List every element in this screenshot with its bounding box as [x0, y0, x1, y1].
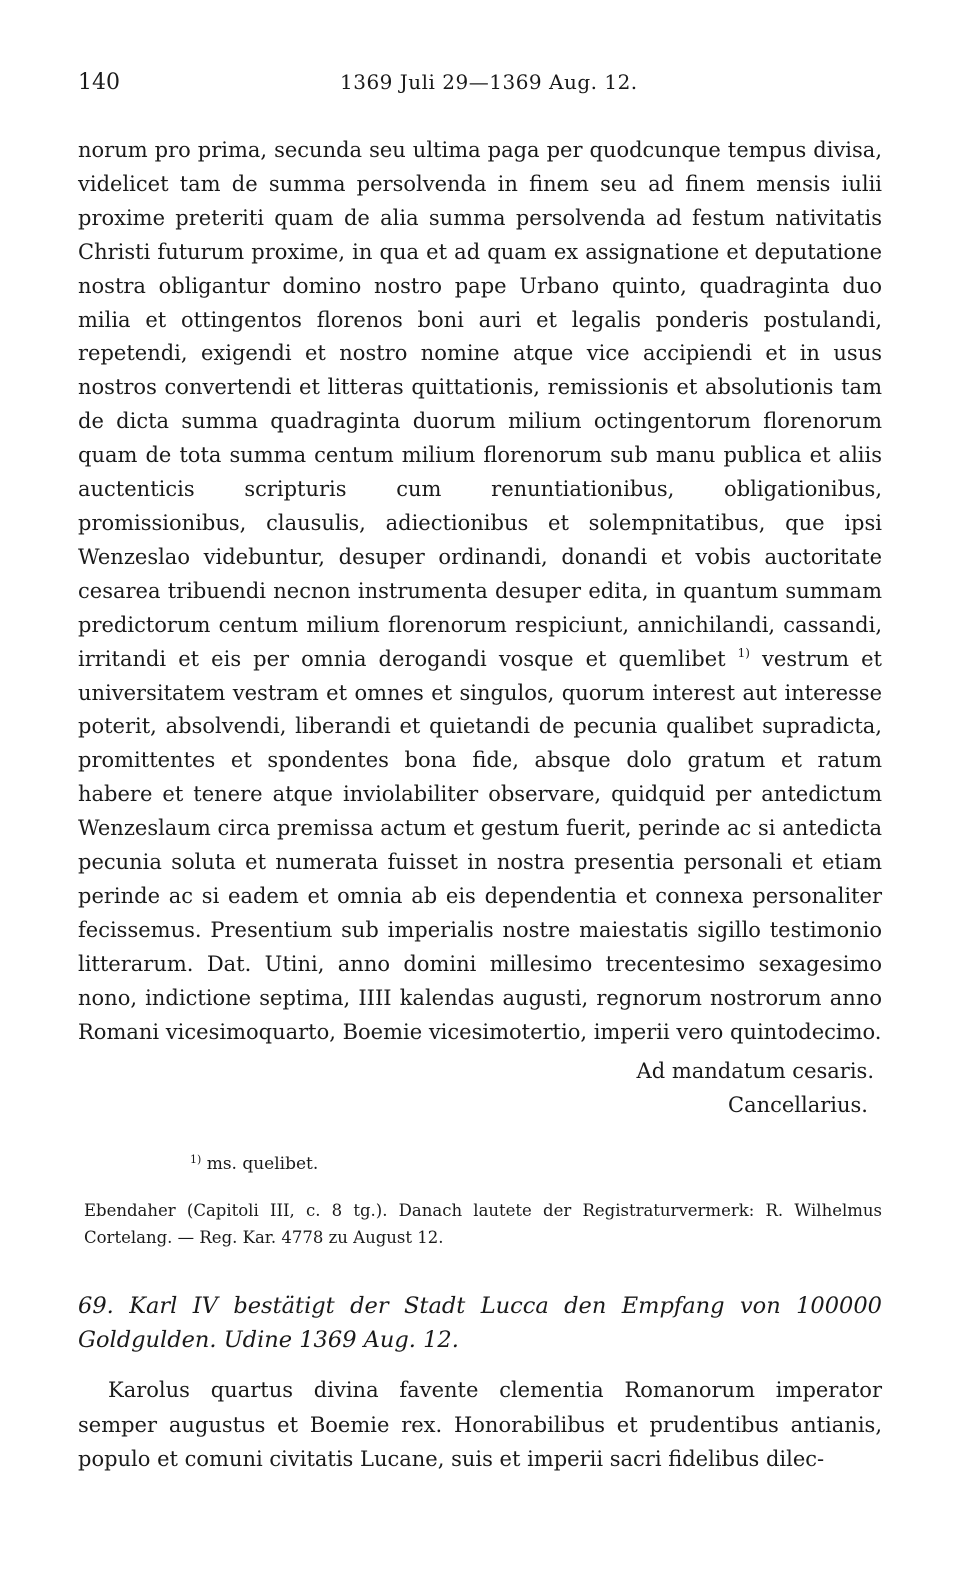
footnote-marker: 1): [190, 1153, 202, 1167]
running-head: [78, 70, 882, 100]
chancellor-line: Cancellarius.: [728, 1092, 868, 1117]
source-note: Ebendaher (Capitoli III, c. 8 tg.). Danach lautete der Registraturvermerk: R. Wilhelmus Cortelang. — Reg. Kar. 4778 zu August 12.: [84, 1201, 882, 1248]
mandate-line: Ad mandatum cesaris.: [636, 1059, 874, 1084]
body-text-before-note: norum pro prima, secunda seu ultima paga per quodcunque tempus divisa, videlicet tam de summa persolvenda in finem seu ad finem mensis iulii proxime preteriti quam de alia summa persolvenda ad festum nativitatis Christi futurum proxime, in qua et ad quam ex assignatione et deputatione nostra obligantur domino nostro pape Urbano quinto, quadraginta duo milia et ottingentos florenos boni auri et legalis ponderis postulandi, repetendi, exigendi et nostro nomine atque vice accipiendi et in usus nostros convertendi et litteras quittationis, remissionis et absolutionis tam de dicta summa quadraginta duorum milium octingentorum florenorum quam de tota summa centum milium florenorum sub manu publica et aliis auctenticis scripturis cum renuntiationibus, obligationibus, promissionibus, clausulis, adiectionibus et solempnitatibus, que ipsi Wenzeslao videbuntur, desuper ordinandi, donandi et vobis auctoritate cesarea tribuendi necnon instrumenta desuper edita, in quantum summam predictorum centum milium florenorum respiciunt, annichilandi, cassandi, irritandi et eis per omnia derogandi vosque et quemlibet: [78, 138, 882, 671]
document-69-body-text: [78, 1373, 882, 1477]
footnote-text: ms. quelibet.: [201, 1154, 319, 1175]
page-number: 140: [78, 70, 120, 95]
document-68-body-text: [78, 134, 882, 1049]
signature-block: [78, 1055, 882, 1122]
document-69-text: Karolus quartus divina favente clementia Romanorum imperator semper augustus et Boemie rex. Honorabilibus et prudentibus antianis, populo et comuni civitatis Lucane, suis et imperii sacri fidelibus dilec-: [78, 1378, 882, 1472]
document-number: 69.: [78, 1293, 114, 1320]
document-title: Karl IV bestätigt der Stadt Lucca den Empfang von 100000 Goldgulden. Udine 1369 Aug. 12.: [78, 1293, 882, 1354]
document-69-heading: [78, 1289, 882, 1357]
footnote: [78, 1148, 882, 1176]
running-head-date-range: 1369 Juli 29—1369 Aug. 12.: [340, 70, 638, 94]
footnote-reference: 1): [737, 645, 750, 660]
book-page: [78, 70, 882, 1498]
body-text-after-note: vestrum et universitatem vestram et omnes et singulos, quorum interest aut interesse poterit, absolvendi, liberandi et quietandi de pecunia qualibet supradicta, promittentes et spondentes bona fide, absque dolo gratum et ratum habere et tenere atque inviolabiliter observare, quidquid per antedictum Wenzeslaum circa premissa actum et gestum fuerit, perinde ac si antedicta pecunia soluta et numerata fuisset in nostra presentia personali et etiam perinde ac si eadem et omnia ab eis dependentia et connexa personaliter fecissemus. Presentium sub imperialis nostre maiestatis sigillo testimonio litterarum. Dat. Utini, anno domini millesimo trecentesimo sexagesimo nono, indictione septima, IIII kalendas augusti, regnorum nostrorum anno Romani vicesimoquarto, Boemie vicesimotertio, imperii vero quintodecimo.: [78, 646, 882, 1044]
